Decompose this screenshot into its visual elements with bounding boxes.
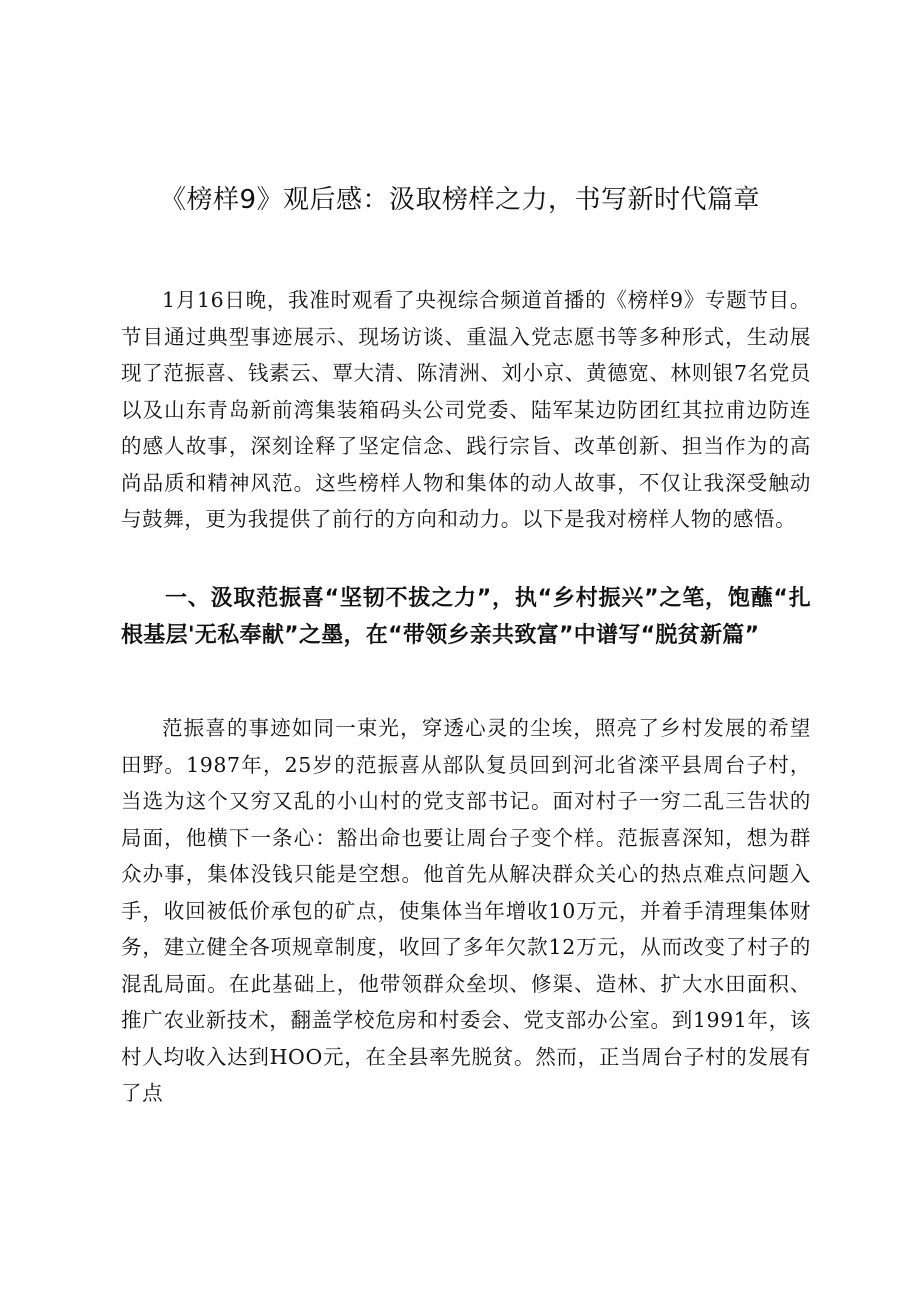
section-heading: 一、汲取范振喜“坚韧不拔之力”，执“乡村振兴”之笔，饱蘸“扎根基层'无私奉献”之墨，在“带领乡亲共致富”中谱写“脱贫新篇”	[121, 586, 811, 648]
intro-paragraph: 1月16日晚，我准时观看了央视综合频道首播的《榜样9》专题节目。节目通过典型事迹展示、现场访谈、重温入党志愿书等多种形式，生动展现了范振喜、钱素云、覃大清、陈清洲、刘小京、黄德宽、林则银7名党员以及山东青岛新前湾集装箱码头公司党委、陆军某边防团红其拉甫边防连的感人故事，深刻诠释了坚定信念、践行宗旨、改革创新、担当作为的高尚品质和精神风范。这些榜样人物和集体的动人故事，不仅让我深受触动与鼓舞，更为我提供了前行的方向和动力。以下是我对榜样人物的感悟。	[121, 288, 811, 531]
page-title: 《榜样9》观后感：汲取榜样之力，书写新时代篇章	[159, 185, 761, 215]
section-paragraph: 范振喜的事迹如同一束光，穿透心灵的尘埃，照亮了乡村发展的希望田野。1987年，25岁的范振喜从部队复员回到河北省滦平县周台子村，当选为这个又穷又乱的小山村的党支部书记。面对村子一穷二乱三告状的局面，他横下一条心：豁出命也要让周台子变个样。范振喜深知，想为群众办事，集体没钱只能是空想。他首先从解决群众关心的热点难点问题入手，收回被低价承包的矿点，使集体当年增收10万元，并着手清理集体财务，建立健全各项规章制度，收回了多年欠款12万元，从而改变了村子的混乱局面。在此基础上，他带领群众垒坝、修渠、造林、扩大水田面积、推广农业新技术，翻盖学校危房和村委会、党支部办公室。到1991年，该村人均收入达到HOO元，在全县率先脱贫。然而，正当周台子村的发展有了点	[121, 716, 811, 1105]
